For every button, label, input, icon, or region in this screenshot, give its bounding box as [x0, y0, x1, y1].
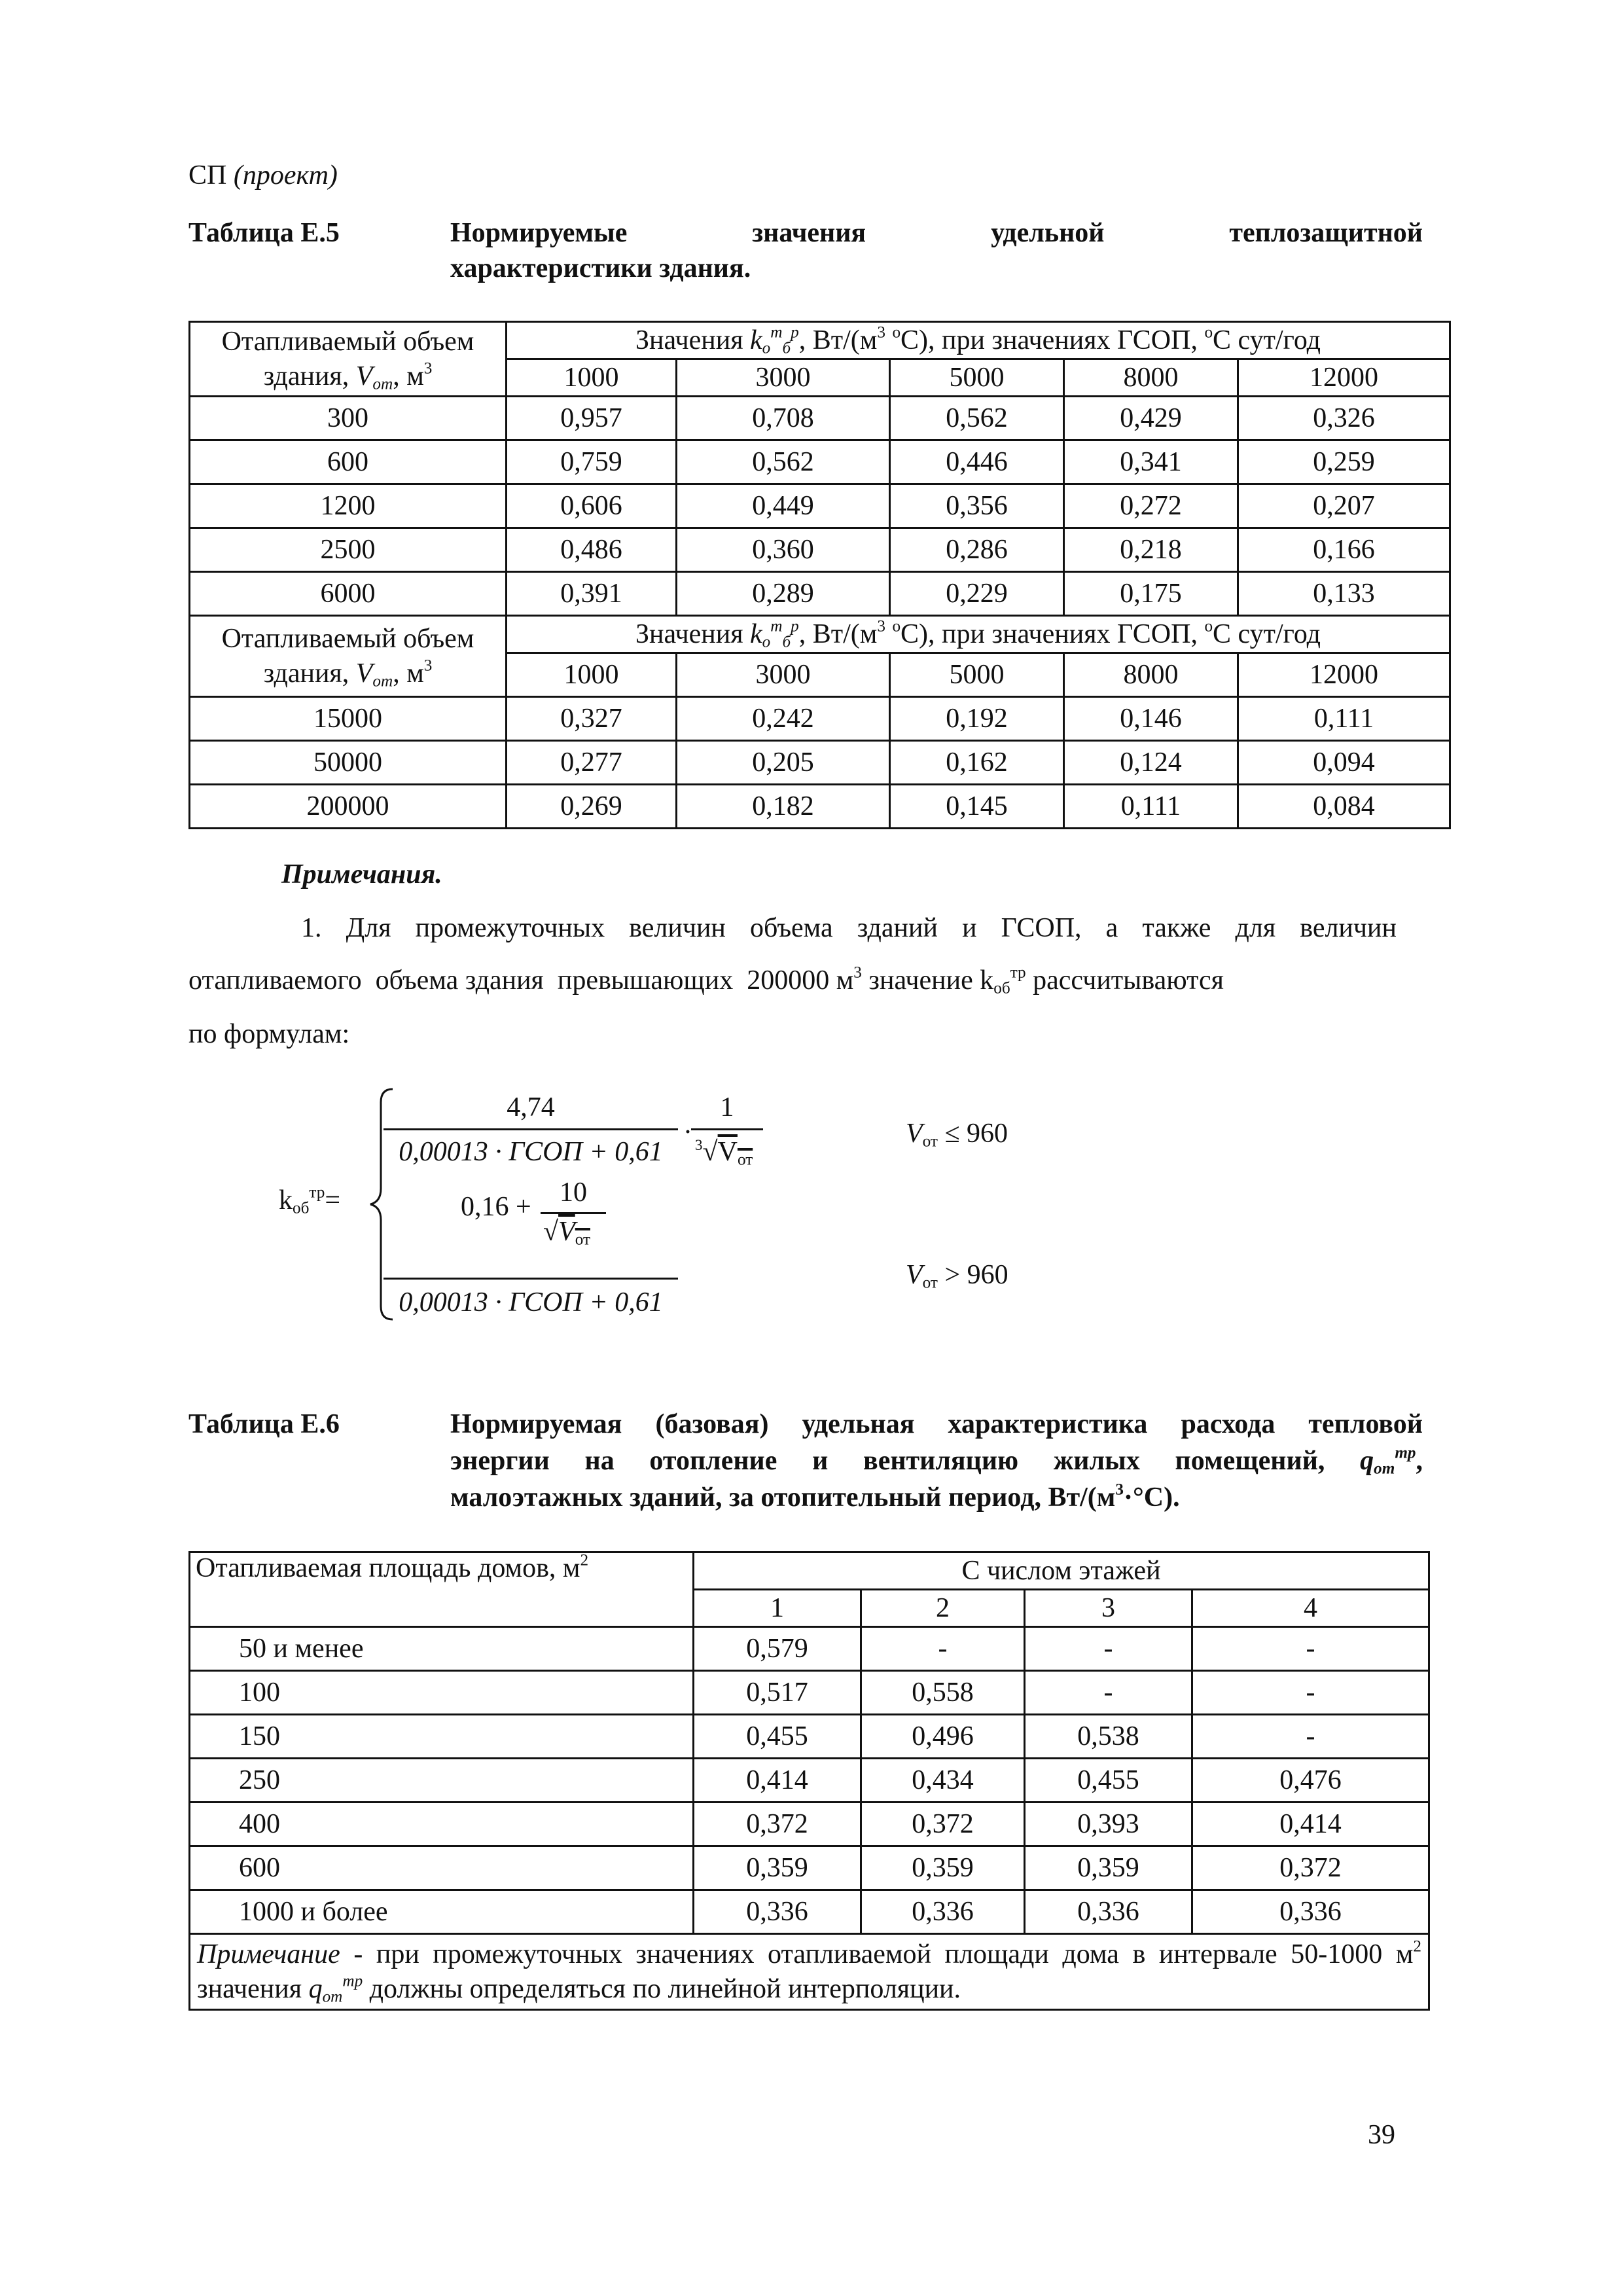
formula-f2-b-num: 10 — [560, 1177, 587, 1208]
table-row: 50 и менее 0,579 - - - — [190, 1627, 1429, 1671]
formula-f2-b-line — [541, 1212, 606, 1214]
notes-p1-line3: по формулам: — [188, 1019, 350, 1049]
table6-floor-1: 1 — [694, 1590, 861, 1627]
table5-gsop-2: 3000 — [677, 359, 890, 397]
formula-f1-root: $^3√V_{от}$ — [695, 1136, 753, 1169]
running-header: СП (проект) — [188, 160, 338, 190]
table-row: 6000 0,391 0,289 0,229 0,175 0,133 — [190, 572, 1450, 616]
table-row: 400 0,372 0,372 0,393 0,414 — [190, 1803, 1429, 1846]
table6-title-line2: энергии на отопление и вентиляцию жилых помещений, $q_{от}^{тр}$, — [450, 1444, 1423, 1478]
table6-floor-2: 2 — [861, 1590, 1025, 1627]
table-row: 600 0,759 0,562 0,446 0,341 0,259 — [190, 440, 1450, 484]
formula-f2-fraction-line — [383, 1278, 678, 1280]
table-row: 300 0,957 0,708 0,562 0,429 0,326 — [190, 397, 1450, 440]
table5-gsop-4: 8000 — [1064, 359, 1238, 397]
table5-values-header: Значения $k_о^т_б^р$, $Вт/(м^3$ $^о$С), при значениях ГСОП, $^о$С сут/год — [507, 322, 1450, 359]
table5-values-header-2: Значения $k_о^т_б^р$, $Вт/(м^3$ $^о$С), при значениях ГСОП, $^о$С сут/год — [507, 616, 1450, 653]
formula-f2-root: $√V_{от}$ — [543, 1217, 590, 1249]
table6-floors-header: С числом этажей — [694, 1552, 1429, 1590]
table-row: 150 0,455 0,496 0,538 - — [190, 1715, 1429, 1759]
formula-f1-fraction-line — [383, 1128, 678, 1130]
table6 — [188, 1551, 1430, 2011]
page-number: 39 — [1368, 2120, 1395, 2150]
table-row: 1000 и более 0,336 0,336 0,336 0,336 — [190, 1890, 1429, 1934]
table-row: 1200 0,606 0,449 0,356 0,272 0,207 — [190, 484, 1450, 528]
table5-volume-header: Отапливаемый объем здания, $V_{от}$, $м^3$ — [190, 322, 507, 397]
formula-lhs: $k_{об}^{тр}=$ — [279, 1183, 341, 1217]
formula-cond1: $V_{от} \le 960$ — [906, 1119, 1008, 1151]
table5: Отапливаемый объем здания, $V_{от}$, $м^3$ Значения $k_о^т_б^р$, $Вт/(м^3$ $^о$С), при значениях ГСОП, $^о$С сут/год 1000 3000 5000 8000 12000 300 0,957 0,708 0,562 0,429 0,326 600 0,759 0,562 0,446 0,341 0,259 1200 0,606 0,449 0,356 0,272 0,207 2500 0,486 0,360 0,286 0,218 0,166 6000 0,391 0,289 0,229 0,175 0,133 Отапливаемый объем здания, $V_{от}$, $м^3$ Значения $k_о^т_б^р$, $Вт/(м^3$ $^о$С), при значениях ГСОП, $^о$С сут/год 1000 3000 5000 8000 12000 15000 0,327 0,242 0,192 0,146 0,111 50000 0,277 0,205 0,162 0,124 0,094 200000 0,269 0,182 0,145 0,111 0,084 — [188, 321, 1451, 829]
table5-volume-header-2: Отапливаемый объем здания, $V_{от}$, $м^3$ — [190, 616, 507, 697]
table-row: 2500 0,486 0,360 0,286 0,218 0,166 — [190, 528, 1450, 572]
table-row: 250 0,414 0,434 0,455 0,476 — [190, 1759, 1429, 1803]
formula-f1-num: 4,74 — [507, 1092, 555, 1122]
table6-note: Примечание - при промежуточных значениях отапливаемой площади дома в интервале 50-1000 $м^2$ значения $q_{от}^{тр}$ должны определяться по линейной интерполяции. — [190, 1934, 1429, 2010]
table5-title-line1: Нормируемые значения удельной теплозащитной — [450, 218, 1423, 248]
notes-heading: Примечания. — [281, 859, 442, 889]
formula-f1-dot: · — [683, 1117, 692, 1147]
formula-f2-a: 0,16 + — [461, 1192, 531, 1222]
table6-area-header: Отапливаемая площадь домов, $м^2$ — [190, 1552, 694, 1627]
table6-title-line3: малоэтажных зданий, за отопительный период, $Вт/(м^3\cdot^\circ С)$. — [450, 1480, 1180, 1513]
table6-floor-4: 4 — [1192, 1590, 1429, 1627]
table-row: 50000 0,277 0,205 0,162 0,124 0,094 — [190, 741, 1450, 785]
table-row: 600 0,359 0,359 0,359 0,372 — [190, 1846, 1429, 1890]
table6-floor-3: 3 — [1025, 1590, 1192, 1627]
notes-p1-line1: 1. Для промежуточных величин объема зданий и ГСОП, а также для величин — [301, 913, 1397, 943]
formula-f1-r-num: 1 — [720, 1092, 734, 1122]
formula-cond2: $V_{от} > 960$ — [906, 1260, 1008, 1292]
notes-p1-line2: отапливаемого объема здания превышающих 200000 $м^3$ значение $k_{об}^{тр}$ рассчитываются — [188, 963, 1224, 997]
formula-f2-den: 0,00013 · ГСОП + 0,61 — [399, 1287, 663, 1318]
table-row: 100 0,517 0,558 - - — [190, 1671, 1429, 1715]
table5-gsop-3: 5000 — [890, 359, 1064, 397]
formula-f1-r-line — [691, 1128, 763, 1130]
table-row: 200000 0,269 0,182 0,145 0,111 0,084 — [190, 785, 1450, 829]
table6-label: Таблица Е.6 — [188, 1409, 340, 1439]
table5-gsop-1: 1000 — [507, 359, 677, 397]
table5-title-line2: характеристики здания. — [450, 253, 751, 283]
table5-label: Таблица Е.5 — [188, 218, 340, 248]
formula-f1-den: 0,00013 · ГСОП + 0,61 — [399, 1137, 663, 1167]
table-row: 15000 0,327 0,242 0,192 0,146 0,111 — [190, 697, 1450, 741]
table5-gsop-5: 12000 — [1238, 359, 1450, 397]
table6-title-line1: Нормируемая (базовая) удельная характеристика расхода тепловой — [450, 1409, 1423, 1439]
